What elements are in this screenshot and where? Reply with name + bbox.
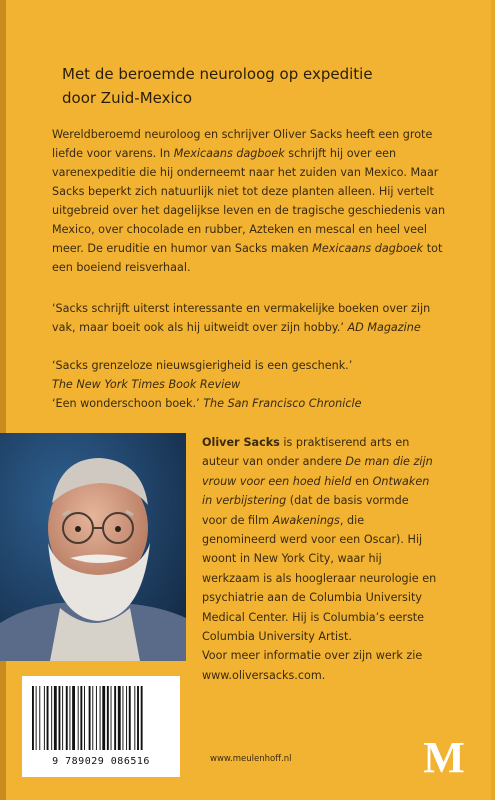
book-title: Mexicaans dagboek — [312, 242, 424, 255]
description-text: schrijft hij over een varenexpeditie die hij onderneemt naar het zuiden van Mexico. Maar Sacks beperkt zich natuurlijk niet tot deze planten alleen. Hij vertelt uitgebreid over het dagelijkse leven en de tragische geschiedenis van Mexico, over chocolade en rubber, Azteken en mescal en heel veel meer. De eruditie en humor van Sacks maken — [52, 147, 446, 255]
bio-text: (dat de basis vormde voor de film — [202, 494, 409, 527]
publisher-url: www.meulenhoff.nl — [210, 754, 292, 764]
author-photo — [0, 433, 186, 661]
bio-text: Voor meer informatie over zijn werk zie www.oliversacks.com. — [202, 649, 423, 682]
book-title: De man die zijn vrouw voor een hoed hield — [202, 455, 433, 488]
description-text: tot een boeiend reisverhaal. — [52, 242, 443, 274]
review-quote — [52, 394, 452, 413]
quote-text: ‘Een wonderschoon boek.’ — [52, 397, 204, 410]
isbn-number: 9 789029 086516 — [52, 756, 150, 767]
headline-line-1: Met de beroemde neuroloog op expeditie — [62, 65, 373, 83]
quote-source: The San Francisco Chronicle — [203, 397, 362, 410]
page-edge — [491, 0, 495, 800]
publisher-logo — [420, 736, 468, 776]
review-quote — [52, 356, 452, 394]
book-title: Mexicaans dagboek — [173, 147, 285, 160]
bio-text: , die genomineerd werd voor een Oscar). Hij woont in New York City, waar hij werkzaam is als hoogleraar neurologie en psychiatrie aan de Columbia University Medical Center. Hij is Columbia’s eerste Columbia University Artist. — [202, 513, 437, 644]
bio-text: en — [351, 474, 373, 488]
description-text: Wereldberoemd neuroloog en schrijver Oliver Sacks heeft een grote liefde voor varens. In — [52, 128, 433, 160]
bio-text: is praktiserend arts en auteur van onder andere — [202, 436, 410, 469]
headline-line-2: door Zuid-Mexico — [62, 89, 193, 107]
headline — [62, 62, 442, 110]
spine-edge — [0, 0, 6, 800]
quote-text: ‘Sacks grenzeloze nieuwsgierigheid is een geschenk.’ — [52, 359, 353, 372]
barcode — [22, 676, 180, 777]
barcode-bars — [30, 686, 172, 750]
author-bio — [202, 433, 437, 685]
description-paragraph — [52, 125, 452, 277]
review-quote — [52, 299, 452, 337]
author-name: Oliver Sacks — [202, 436, 280, 449]
quote-text: ‘Sacks schrijft uiterst interessante en vermakelijke boeken over zijn vak, maar boeit ook als hij uitweidt over zijn hobby.’ — [52, 302, 431, 334]
quote-source: The New York Times Book Review — [52, 378, 241, 391]
quote-source: AD Magazine — [347, 321, 421, 334]
film-title: Awakenings — [272, 513, 340, 527]
logo-letter: M — [423, 736, 465, 776]
book-title: Ontwaken in verbijstering — [202, 474, 430, 508]
